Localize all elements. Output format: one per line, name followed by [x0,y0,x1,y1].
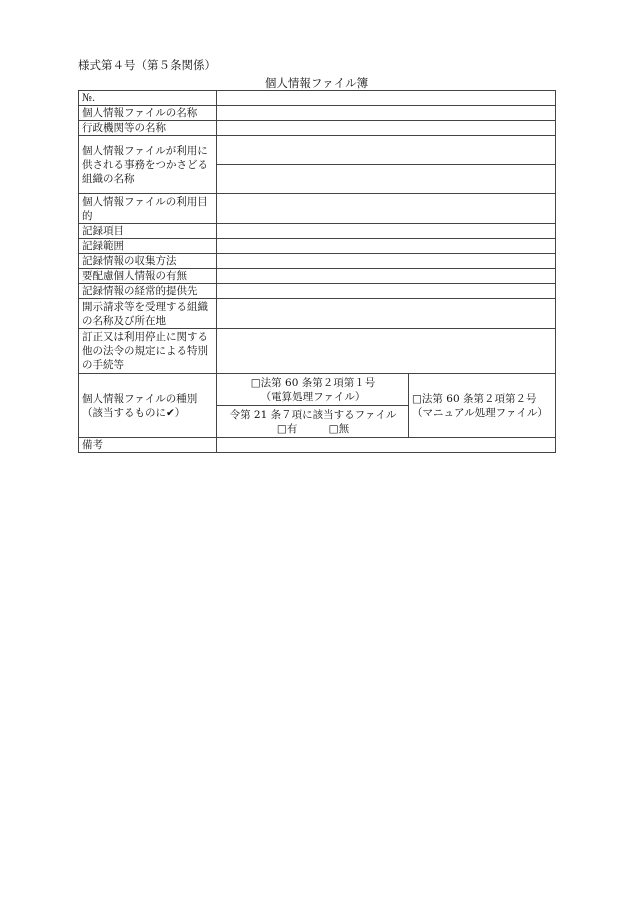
value-cell-sensitive-info[interactable] [217,269,556,284]
table-row [79,329,556,374]
ordinance-yes-no [220,422,406,436]
row-label-collection-method: 記録情報の収集方法 [79,254,217,269]
file-type-instruction: （該当するものに✔） [82,406,186,419]
row-label-file-type [79,374,217,438]
value-cell-remarks[interactable] [217,438,556,453]
row-label-remarks: 備考 [79,438,217,453]
table-row [79,194,556,224]
table-row [79,299,556,329]
row-label-no: №. [79,91,217,106]
ordinance-yes-checkbox[interactable]: □有 [276,422,298,435]
file-type-option-manual[interactable]: □法第 60 条第２項第２号（マニュアル処理ファイル） [409,374,556,438]
value-cell-disclosure-org[interactable] [217,299,556,329]
value-cell-record-items[interactable] [217,224,556,239]
file-type-label: 個人情報ファイルの種別 [82,392,198,405]
row-label-purpose: 個人情報ファイルの利用目的 [79,194,217,224]
row-label-org-name: 個人情報ファイルが利用に供される事務をつかさどる組織の名称 [79,136,217,194]
value-cell-collection-method[interactable] [217,254,556,269]
table-row [79,239,556,254]
row-label-disclosure-org: 開示請求等を受理する組織の名称及び所在地 [79,299,217,329]
value-cell-regular-recipients[interactable] [217,284,556,299]
value-cell-org-name-1[interactable] [217,136,556,165]
row-label-record-scope: 記録範囲 [79,239,217,254]
electronic-file-subtitle: （電算処理ファイル） [260,390,366,403]
ordinance-question: 令第 21 条７項に該当するファイル [229,408,397,421]
table-row [79,438,556,453]
value-cell-special-procedure[interactable] [217,329,556,374]
row-label-agency-name: 行政機関等の名称 [79,121,217,136]
table-row [79,284,556,299]
form-number: 様式第４号（第５条関係） [78,58,216,72]
value-cell-file-name[interactable] [217,106,556,121]
table-row [79,91,556,106]
register-table [78,90,556,453]
table-row [79,374,556,406]
file-type-option-electronic[interactable] [217,374,409,406]
table-row [79,121,556,136]
table-row [79,136,556,165]
document-title: 個人情報ファイル簿 [264,76,369,90]
ordinance-no-checkbox[interactable]: □無 [328,422,350,435]
row-label-file-name: 個人情報ファイルの名称 [79,106,217,121]
electronic-file-checkbox-label[interactable]: □法第 60 条第２項第１号 [250,376,376,389]
table-row [79,269,556,284]
value-cell-no[interactable] [217,91,556,106]
row-label-record-items: 記録項目 [79,224,217,239]
table-row [79,224,556,239]
table-row [79,106,556,121]
row-label-regular-recipients: 記録情報の経常的提供先 [79,284,217,299]
table-row [79,254,556,269]
value-cell-record-scope[interactable] [217,239,556,254]
value-cell-org-name-2[interactable] [217,165,556,194]
row-label-special-procedure: 訂正又は利用停止に関する他の法令の規定による特別の手続等 [79,329,217,374]
value-cell-purpose[interactable] [217,194,556,224]
value-cell-agency-name[interactable] [217,121,556,136]
row-label-sensitive-info: 要配慮個人情報の有無 [79,269,217,284]
ordinance-file-cell [217,406,409,438]
